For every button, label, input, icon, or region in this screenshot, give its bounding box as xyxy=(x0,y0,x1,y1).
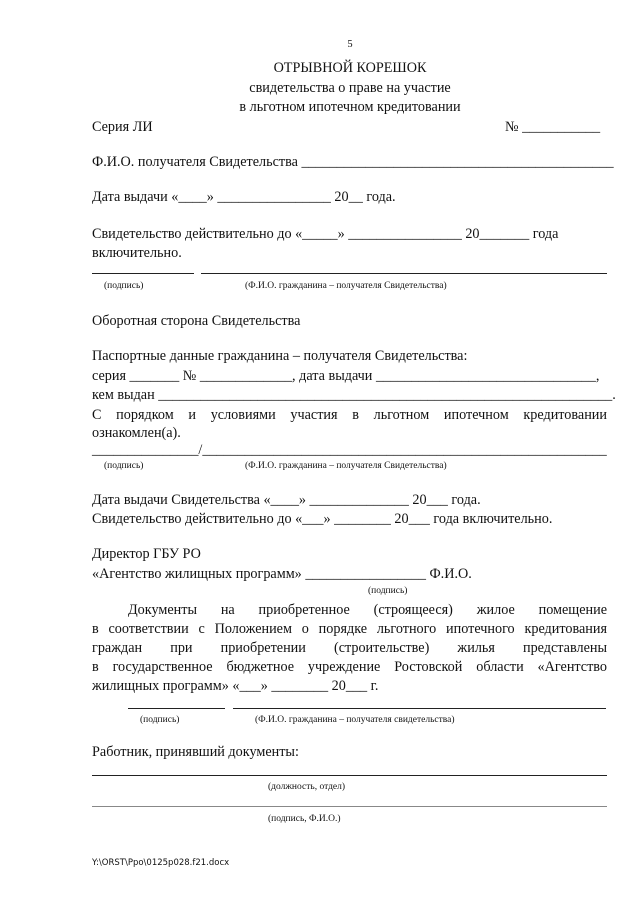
cert-issue-date-line: Дата выдачи Свидетельства «____» ______________ 20___ года. xyxy=(92,492,481,508)
subtitle-line-2: в льготном ипотечном кредитовании xyxy=(239,99,461,115)
recipient-field: Ф.И.О. получателя Свидетельства ____________________________________________ xyxy=(92,154,614,170)
documents-line-4: в государственное бюджетное учреждение Ростовской области «Агентство xyxy=(92,659,607,675)
caption-signature: (подпись) xyxy=(140,715,180,725)
subtitle-line-1: свидетельства о праве на участие xyxy=(249,80,451,96)
caption-signature: (подпись) xyxy=(368,586,408,596)
issued-by-line: кем выдан ________________________________________________________________. xyxy=(92,387,616,403)
page-title: ОТРЫВНОЙ КОРЕШОК xyxy=(273,60,427,76)
caption-fio: (Ф.И.О. гражданина – получателя свидетельства) xyxy=(255,715,455,725)
acquainted-line-2: ознакомлен(а). xyxy=(92,425,181,441)
director-line-2: «Агентство жилищных программ» _________________ Ф.И.О. xyxy=(92,566,472,582)
documents-line-2: в соответствии с Положением о порядке льготного ипотечного кредитования xyxy=(92,621,607,637)
documents-line-3: граждан при приобретении (строительстве) жилья представлены xyxy=(92,640,607,656)
director-line-1: Директор ГБУ РО xyxy=(92,546,201,562)
passport-series-line: серия _______ № _____________, дата выдачи _______________________________, xyxy=(92,368,600,384)
signature-rule xyxy=(92,273,194,274)
signature-rule xyxy=(128,708,225,709)
acquainted-line-1: С порядком и условиями участия в льготном ипотечном кредитовании xyxy=(92,407,607,423)
series-label: Серия ЛИ xyxy=(92,119,153,135)
caption-fio: (Ф.И.О. гражданина – получателя Свидетельства) xyxy=(245,281,447,291)
sign-slash-line: _______________/_________________________________________________________ xyxy=(92,442,607,458)
valid-until-line: Свидетельство действительно до «_____» ________________ 20_______ года xyxy=(92,226,559,242)
valid-until-continuation: включительно. xyxy=(92,245,182,261)
caption-signature: (подпись) xyxy=(104,461,144,471)
footer-file-path: Y:\ORST\Ppo\0125p028.f21.docx xyxy=(92,858,230,868)
passport-label: Паспортные данные гражданина – получателя Свидетельства: xyxy=(92,348,468,364)
caption-signature: (подпись) xyxy=(104,281,144,291)
caption-position: (должность, отдел) xyxy=(268,782,346,792)
caption-fio: (Ф.И.О. гражданина – получателя Свидетельства) xyxy=(245,461,447,471)
caption-signature-fio: (подпись, Ф.И.О.) xyxy=(268,814,341,824)
fio-rule xyxy=(201,273,607,274)
fio-rule xyxy=(233,708,606,709)
reverse-side-label: Оборотная сторона Свидетельства xyxy=(92,313,301,329)
page-number: 5 xyxy=(347,39,353,50)
position-rule xyxy=(92,775,607,776)
signature-fio-rule xyxy=(92,806,607,807)
documents-line-1: Документы на приобретенное (строящееся) жилое помещение xyxy=(128,602,607,618)
issue-date-line: Дата выдачи «____» ________________ 20__ года. xyxy=(92,189,396,205)
worker-label: Работник, принявший документы: xyxy=(92,744,299,760)
number-label: № ___________ xyxy=(505,119,601,135)
documents-line-5: жилищных программ» «___» ________ 20___ г. xyxy=(92,678,379,694)
cert-valid-line: Свидетельство действительно до «___» ________ 20___ года включительно. xyxy=(92,511,553,527)
